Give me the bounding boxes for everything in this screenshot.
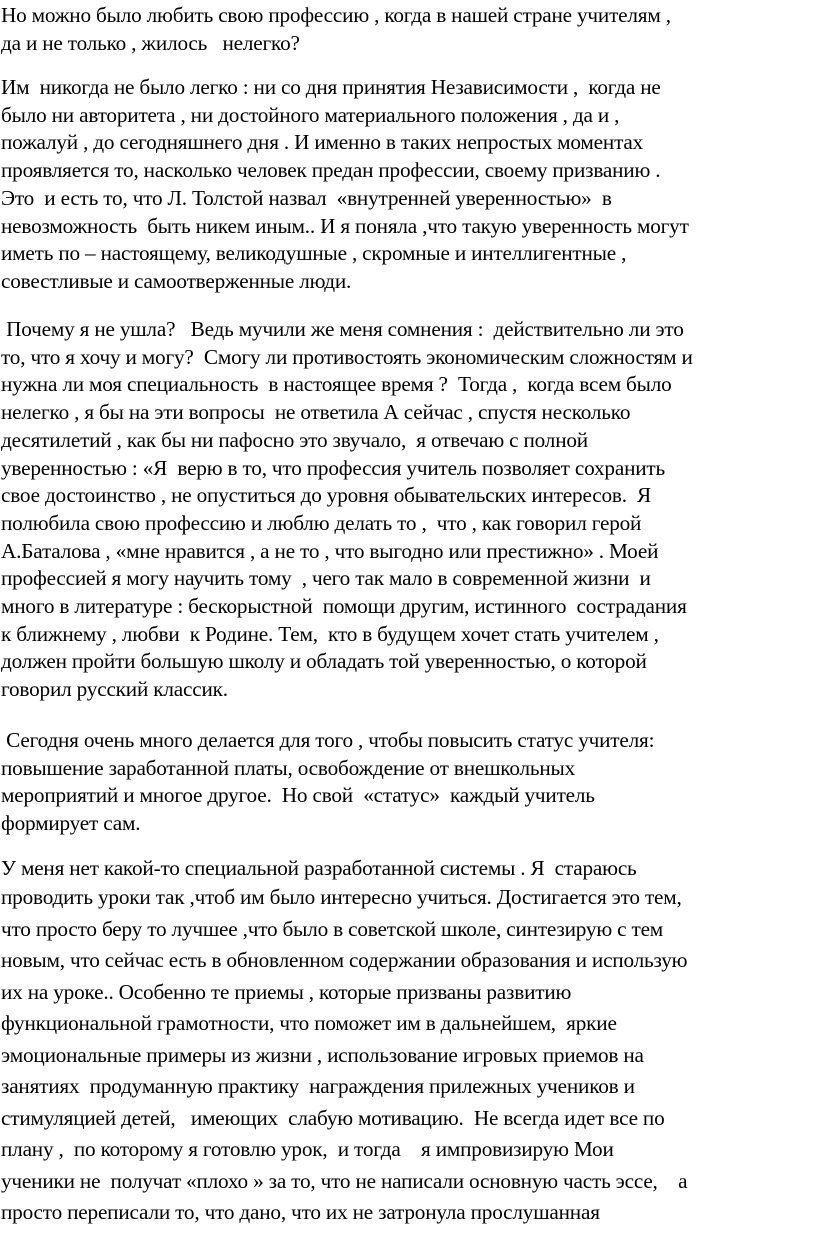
text-line: пожалуй , до сегодняшнего дня . И именно в таких непростых моментах — [1, 130, 644, 155]
text-line: занятиях продуманную практику награждения прилежных учеников и — [1, 1074, 635, 1098]
text-line: десятилетий , как бы ни пафосно это звучало, я отвечаю с полной — [1, 427, 588, 452]
text-line: совестливые и самоотверженные люди. — [1, 268, 352, 293]
paragraph-4 — [1, 727, 816, 837]
text-line: Это и есть то, что Л. Толстой назвал «внутренней уверенностью» в — [1, 185, 612, 210]
text-line: уверенностью : «Я верю в то, что профессия учитель позволяет сохранить — [1, 455, 665, 480]
text-line: профессией я могу научить тому , чего так мало в современной жизни и — [1, 566, 651, 591]
text-line: проявляется то, насколько человек предан профессии, своему призванию . — [1, 158, 661, 183]
text-line: много в литературе : бескорыстной помощи другим, истинного сострадания — [1, 594, 687, 619]
text-line: Сегодня очень много делается для того , чтобы повысить статус учителя: — [1, 728, 655, 752]
text-line: эмоциональные примеры из жизни , использование игровых приемов на — [1, 1042, 644, 1067]
text-line: то, что я хочу и могу? Смогу ли противостоять экономическим сложностям и — [1, 344, 693, 369]
text-line: должен пройти большую школу и обладать той уверенностью, о которой — [1, 649, 647, 674]
text-line: функциональной грамотности, что поможет им в дальнейшем, яркие — [1, 1011, 617, 1035]
text-line: говорил русский классик. — [1, 677, 228, 702]
text-line: полюбила свою профессию и люблю делать то , что , как говорил герой — [1, 510, 642, 535]
text-line: нужна ли моя специальность в настоящее время ? Тогда , когда всем было — [1, 372, 672, 397]
text-line: Но можно было любить свою профессию , когда в нашей стране учителям , — [1, 3, 671, 27]
paragraph-6 — [1, 882, 816, 1229]
text-line: А.Баталова , «мне нравится , а не то , что выгодно или престижно» . Моей — [1, 538, 659, 563]
paragraph-1 — [1, 2, 816, 57]
text-line: невозможность быть никем иным.. И я поняла ,что такую уверенность могут — [1, 213, 689, 238]
text-line: что просто беру то лучшее ,что было в советской школе, синтезирую с тем — [1, 916, 664, 941]
text-line: просто переписали то, что дано, что их не затронула прослушанная — [1, 1200, 600, 1224]
paragraph-3 — [1, 316, 816, 704]
text-line: нелегко , я бы на эти вопросы не ответила А сейчас , спустя несколько — [1, 400, 631, 425]
text-line: их на уроке.. Особенно те приемы , которые призваны развитию — [1, 979, 572, 1004]
text-line: было ни авторитета , ни достойного материального положения , да и , — [1, 102, 620, 127]
text-line: ученики не получат «плохо » за то, что не написали основную часть эссе, а — [1, 1168, 688, 1193]
text-line: Им никогда не было легко : ни со дня принятия Независимости , когда не — [1, 75, 661, 99]
text-line: У меня нет какой-то специальной разработанной системы . Я стараюсь — [1, 856, 637, 880]
paragraph-2 — [1, 74, 816, 296]
text-line: проводить уроки так ,чтоб им было интересно учиться. Достигается это тем, — [1, 885, 682, 909]
text-line: новым, что сейчас есть в обновленном содержании образования и использую — [1, 948, 688, 972]
paragraph-5 — [1, 855, 816, 883]
text-line: Почему я не ушла? Ведь мучили же меня сомнения : действительно ли это — [1, 317, 684, 341]
text-line: к ближнему , любви к Родине. Тем, кто в будущем хочет стать учителем , — [1, 621, 659, 646]
text-line: стимуляцией детей, имеющих слабую мотивацию. Не всегда идет все по — [1, 1105, 665, 1130]
text-line: формирует сам. — [1, 810, 141, 835]
text-line: да и не только , жилось нелегко? — [1, 30, 300, 55]
text-line: иметь по – настоящему, великодушные , скромные и интеллигентные , — [1, 241, 627, 266]
text-line: мероприятий и многое другое. Но свой «статус» каждый учитель — [1, 783, 595, 808]
text-line: плану , по которому я готовлю урок, и тогда я импровизирую Мои — [1, 1137, 614, 1161]
text-line: повышение заработанной платы, освобождение от внешкольных — [1, 755, 576, 780]
text-line: свое достоинство , не опуститься до уровня обывательских интересов. Я — [1, 483, 652, 508]
